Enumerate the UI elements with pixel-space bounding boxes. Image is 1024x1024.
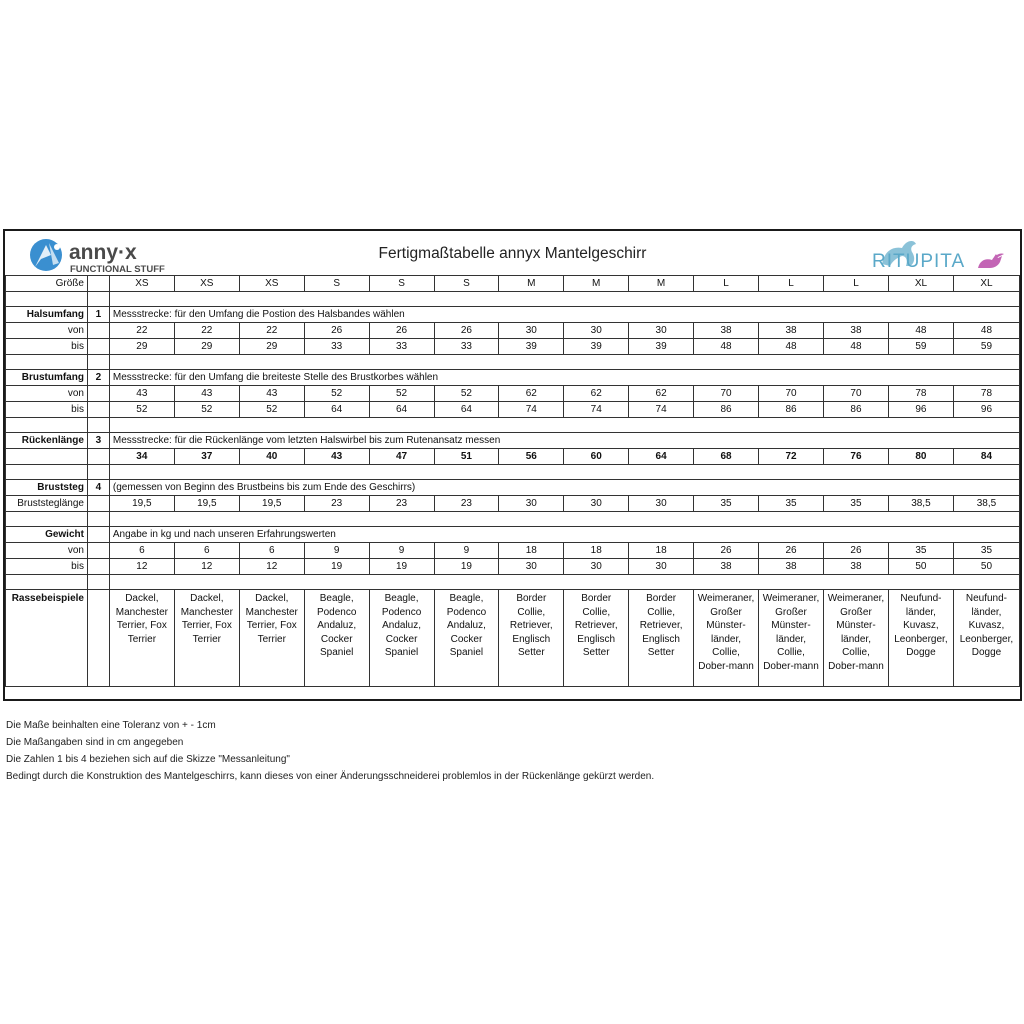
value-cell: 33	[434, 339, 499, 355]
value-cell: 80	[888, 449, 953, 465]
value-cell: 38	[759, 559, 824, 575]
value-cell: 96	[953, 402, 1019, 418]
footnote: Die Maße beinhalten eine Toleranz von + - 1cm	[6, 720, 216, 731]
empty-cell	[109, 355, 1019, 370]
table-row	[6, 307, 1020, 323]
footnote: Die Zahlen 1 bis 4 beziehen sich auf die Skizze "Messanleitung"	[6, 754, 290, 765]
value-cell: 35	[823, 496, 888, 512]
size-cell: XS	[109, 276, 174, 292]
row-label: bis	[6, 402, 88, 418]
section-label: Rassebeispiele	[6, 590, 88, 687]
value-cell: 12	[239, 559, 304, 575]
table-row	[6, 292, 1020, 307]
value-cell: 74	[629, 402, 694, 418]
value-cell: 64	[304, 402, 369, 418]
empty-cell	[109, 512, 1019, 527]
value-cell: 86	[823, 402, 888, 418]
value-cell: 48	[823, 339, 888, 355]
value-cell: 96	[888, 402, 953, 418]
value-cell: 30	[629, 559, 694, 575]
value-cell: 43	[239, 386, 304, 402]
size-cell: XL	[953, 276, 1019, 292]
value-cell: 26	[759, 543, 824, 559]
value-cell: 26	[823, 543, 888, 559]
value-cell: 30	[499, 496, 564, 512]
value-cell: 52	[174, 402, 239, 418]
footnotes	[6, 717, 654, 785]
value-cell: 52	[369, 386, 434, 402]
value-cell: 64	[369, 402, 434, 418]
breed-cell: Dackel, Manchester Terrier, Fox Terrier	[239, 590, 304, 687]
value-cell: 70	[694, 386, 759, 402]
empty-cell	[6, 355, 88, 370]
value-cell: 38,5	[888, 496, 953, 512]
value-cell: 38,5	[953, 496, 1019, 512]
value-cell: 30	[499, 323, 564, 339]
value-cell: 64	[434, 402, 499, 418]
size-cell: S	[304, 276, 369, 292]
size-table	[5, 275, 1020, 687]
breed-cell: Beagle, Podenco Andaluz, Cocker Spaniel	[304, 590, 369, 687]
value-cell: 22	[239, 323, 304, 339]
value-cell: 9	[304, 543, 369, 559]
value-cell: 23	[369, 496, 434, 512]
value-cell: 38	[823, 323, 888, 339]
value-cell: 62	[564, 386, 629, 402]
empty-cell	[6, 575, 88, 590]
size-cell: M	[499, 276, 564, 292]
empty-cell	[6, 512, 88, 527]
value-cell: 70	[823, 386, 888, 402]
value-cell: 30	[629, 496, 694, 512]
section-number: 3	[87, 433, 109, 449]
row-label: bis	[6, 559, 88, 575]
value-cell: 19	[434, 559, 499, 575]
value-cell: 29	[174, 339, 239, 355]
value-cell: 23	[434, 496, 499, 512]
value-cell: 78	[888, 386, 953, 402]
table-row	[6, 449, 1020, 465]
value-cell: 39	[564, 339, 629, 355]
value-cell: 78	[953, 386, 1019, 402]
value-cell: 52	[239, 402, 304, 418]
row-label: Bruststeglänge	[6, 496, 88, 512]
number-cell	[87, 543, 109, 559]
size-cell: S	[434, 276, 499, 292]
empty-cell	[87, 512, 109, 527]
breed-cell: Beagle, Podenco Andaluz, Cocker Spaniel	[369, 590, 434, 687]
value-cell: 26	[304, 323, 369, 339]
value-cell: 18	[564, 543, 629, 559]
table-row	[6, 370, 1020, 386]
breed-cell: Beagle, Podenco Andaluz, Cocker Spaniel	[434, 590, 499, 687]
page-title: Fertigmaßtabelle annyx Mantelgeschirr	[378, 245, 647, 262]
value-cell: 30	[629, 323, 694, 339]
value-cell: 40	[239, 449, 304, 465]
empty-cell	[109, 575, 1019, 590]
section-label: Bruststeg	[6, 480, 88, 496]
row-label: bis	[6, 339, 88, 355]
empty-cell	[6, 292, 88, 307]
value-cell: 19	[304, 559, 369, 575]
value-cell: 59	[953, 339, 1019, 355]
empty-cell	[6, 449, 88, 465]
value-cell: 6	[239, 543, 304, 559]
value-cell: 29	[239, 339, 304, 355]
value-cell: 50	[888, 559, 953, 575]
breed-cell: Dackel, Manchester Terrier, Fox Terrier	[109, 590, 174, 687]
number-cell	[87, 276, 109, 292]
section-label: Gewicht	[6, 527, 88, 543]
table-row	[6, 276, 1020, 292]
value-cell: 62	[499, 386, 564, 402]
value-cell: 6	[174, 543, 239, 559]
value-cell: 37	[174, 449, 239, 465]
size-cell: XL	[888, 276, 953, 292]
empty-cell	[109, 465, 1019, 480]
empty-cell	[87, 355, 109, 370]
number-cell	[87, 339, 109, 355]
value-cell: 38	[694, 323, 759, 339]
section-description: Messstrecke: für die Rückenlänge vom letzten Halswirbel bis zum Rutenansatz messen	[109, 433, 1019, 449]
value-cell: 35	[759, 496, 824, 512]
value-cell: 23	[304, 496, 369, 512]
value-cell: 56	[499, 449, 564, 465]
value-cell: 22	[174, 323, 239, 339]
value-cell: 35	[888, 543, 953, 559]
annyx-logo-name: anny·x	[69, 241, 137, 264]
size-cell: M	[564, 276, 629, 292]
section-number: 1	[87, 307, 109, 323]
table-row	[6, 480, 1020, 496]
table-row	[6, 386, 1020, 402]
value-cell: 86	[759, 402, 824, 418]
value-cell: 19,5	[239, 496, 304, 512]
empty-cell	[6, 418, 88, 433]
section-number: 4	[87, 480, 109, 496]
value-cell: 6	[109, 543, 174, 559]
value-cell: 12	[174, 559, 239, 575]
breed-cell: Neufund-länder, Kuvasz, Leonberger, Dogge	[888, 590, 953, 687]
breed-cell: Border Collie, Retriever, Englisch Setter	[564, 590, 629, 687]
table-row	[6, 512, 1020, 527]
size-cell: L	[823, 276, 888, 292]
value-cell: 9	[369, 543, 434, 559]
value-cell: 30	[564, 559, 629, 575]
value-cell: 52	[434, 386, 499, 402]
ritupita-logo	[862, 234, 1012, 274]
size-label: Größe	[6, 276, 88, 292]
value-cell: 39	[629, 339, 694, 355]
table-row	[6, 527, 1020, 543]
table-row	[6, 402, 1020, 418]
size-cell: L	[694, 276, 759, 292]
value-cell: 33	[304, 339, 369, 355]
value-cell: 72	[759, 449, 824, 465]
breed-cell: Weimeraner, Großer Münster-länder, Collie, Dober-mann	[694, 590, 759, 687]
section-label: Rückenlänge	[6, 433, 88, 449]
number-cell	[87, 590, 109, 687]
table-row	[6, 590, 1020, 687]
row-label: von	[6, 543, 88, 559]
value-cell: 38	[694, 559, 759, 575]
value-cell: 47	[369, 449, 434, 465]
table-row	[6, 465, 1020, 480]
table-row	[6, 339, 1020, 355]
value-cell: 19	[369, 559, 434, 575]
cat-silhouette-icon	[978, 253, 1004, 268]
value-cell: 50	[953, 559, 1019, 575]
value-cell: 12	[109, 559, 174, 575]
value-cell: 30	[499, 559, 564, 575]
breed-cell: Border Collie, Retriever, Englisch Setter	[499, 590, 564, 687]
value-cell: 26	[694, 543, 759, 559]
value-cell: 18	[499, 543, 564, 559]
value-cell: 38	[823, 559, 888, 575]
ritupita-logo-name: RITUPITA	[872, 251, 966, 272]
value-cell: 59	[888, 339, 953, 355]
section-description: (gemessen von Beginn des Brustbeins bis zum Ende des Geschirrs)	[109, 480, 1019, 496]
row-label: von	[6, 323, 88, 339]
value-cell: 74	[499, 402, 564, 418]
section-number: 2	[87, 370, 109, 386]
row-label: von	[6, 386, 88, 402]
value-cell: 9	[434, 543, 499, 559]
size-cell: XS	[174, 276, 239, 292]
table-row	[6, 543, 1020, 559]
number-cell	[87, 559, 109, 575]
table-row	[6, 496, 1020, 512]
value-cell: 62	[629, 386, 694, 402]
value-cell: 52	[304, 386, 369, 402]
value-cell: 22	[109, 323, 174, 339]
value-cell: 51	[434, 449, 499, 465]
value-cell: 60	[564, 449, 629, 465]
value-cell: 76	[823, 449, 888, 465]
value-cell: 52	[109, 402, 174, 418]
footnote: Bedingt durch die Konstruktion des Mantelgeschirrs, kann dieses von einer Änderungsschneiderei problemlos in der Rückenlänge gekürzt werden.	[6, 771, 655, 782]
table-row	[6, 559, 1020, 575]
breed-cell: Border Collie, Retriever, Englisch Setter	[629, 590, 694, 687]
value-cell: 19,5	[174, 496, 239, 512]
table-row	[6, 355, 1020, 370]
value-cell: 48	[953, 323, 1019, 339]
value-cell: 33	[369, 339, 434, 355]
value-cell: 35	[694, 496, 759, 512]
size-cell: XS	[239, 276, 304, 292]
breed-cell: Neufund-länder, Kuvasz, Leonberger, Dogge	[953, 590, 1019, 687]
value-cell: 35	[953, 543, 1019, 559]
value-cell: 84	[953, 449, 1019, 465]
value-cell: 26	[434, 323, 499, 339]
empty-cell	[87, 292, 109, 307]
value-cell: 64	[629, 449, 694, 465]
value-cell: 48	[759, 339, 824, 355]
value-cell: 26	[369, 323, 434, 339]
value-cell: 86	[694, 402, 759, 418]
empty-cell	[87, 418, 109, 433]
table-row	[6, 323, 1020, 339]
number-cell	[87, 496, 109, 512]
number-cell	[87, 386, 109, 402]
value-cell: 43	[109, 386, 174, 402]
value-cell: 29	[109, 339, 174, 355]
value-cell: 74	[564, 402, 629, 418]
section-number	[87, 527, 109, 543]
chart-header	[5, 231, 1020, 275]
value-cell: 38	[759, 323, 824, 339]
table-row	[6, 575, 1020, 590]
section-label: Halsumfang	[6, 307, 88, 323]
section-description: Angabe in kg und nach unseren Erfahrungswerten	[109, 527, 1019, 543]
breed-cell: Weimeraner, Großer Münster-länder, Collie, Dober-mann	[823, 590, 888, 687]
size-cell: S	[369, 276, 434, 292]
value-cell: 34	[109, 449, 174, 465]
empty-cell	[87, 575, 109, 590]
size-cell: L	[759, 276, 824, 292]
empty-cell	[109, 418, 1019, 433]
value-cell: 30	[564, 496, 629, 512]
number-cell	[87, 402, 109, 418]
number-cell	[87, 323, 109, 339]
table-row	[6, 433, 1020, 449]
value-cell: 48	[888, 323, 953, 339]
breed-cell: Dackel, Manchester Terrier, Fox Terrier	[174, 590, 239, 687]
annyx-logo-tagline: FUNCTIONAL STUFF	[70, 264, 165, 275]
value-cell: 43	[174, 386, 239, 402]
value-cell: 48	[694, 339, 759, 355]
empty-cell	[109, 292, 1019, 307]
value-cell: 70	[759, 386, 824, 402]
section-label: Brustumfang	[6, 370, 88, 386]
table-row	[6, 418, 1020, 433]
footnote: Die Maßangaben sind in cm angegeben	[6, 737, 184, 748]
value-cell: 43	[304, 449, 369, 465]
breed-cell: Weimeraner, Großer Münster-länder, Collie, Dober-mann	[759, 590, 824, 687]
empty-cell	[87, 449, 109, 465]
section-description: Messstrecke: für den Umfang die breiteste Stelle des Brustkorbes wählen	[109, 370, 1019, 386]
value-cell: 39	[499, 339, 564, 355]
size-cell: M	[629, 276, 694, 292]
value-cell: 18	[629, 543, 694, 559]
value-cell: 68	[694, 449, 759, 465]
empty-cell	[6, 465, 88, 480]
section-description: Messstrecke: für den Umfang die Postion des Halsbandes wählen	[109, 307, 1019, 323]
value-cell: 30	[564, 323, 629, 339]
value-cell: 19,5	[109, 496, 174, 512]
size-chart-sheet	[3, 229, 1022, 701]
empty-cell	[87, 465, 109, 480]
